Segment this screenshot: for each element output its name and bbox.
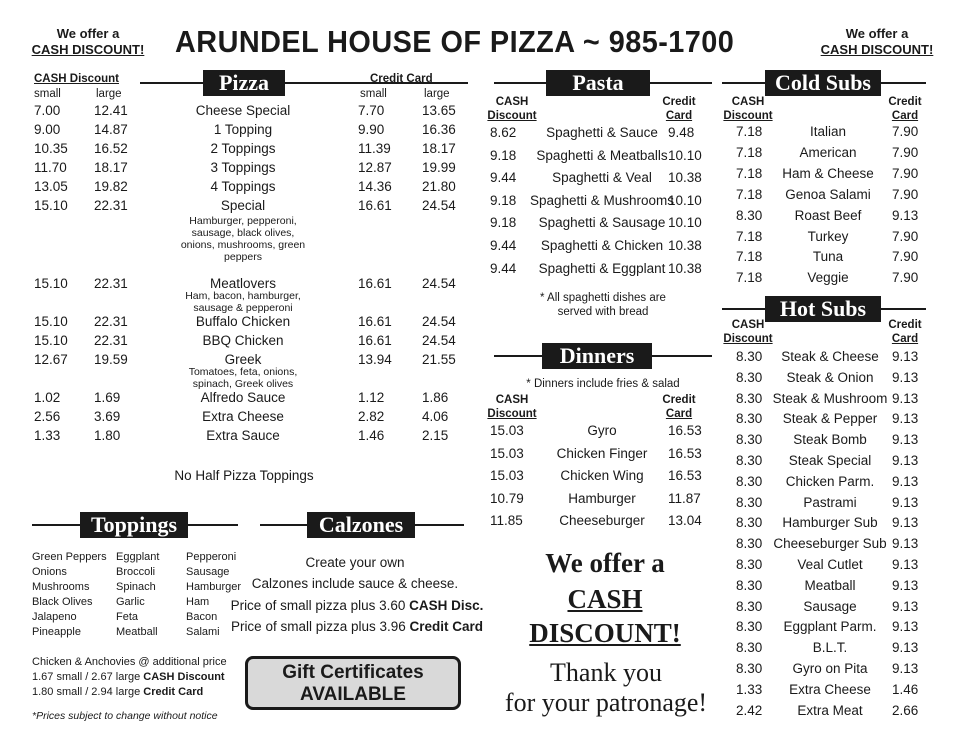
credit-price: 11.87 [668, 490, 701, 506]
cash-discount-corner-left [20, 26, 156, 58]
topping-item: Ham [186, 596, 210, 608]
cold-subs-cash-header: CASH Discount [723, 96, 773, 122]
credit-price: 9.13 [892, 473, 919, 489]
item-name: Meatball [804, 577, 856, 593]
pizza-name: Alfredo Sauce [200, 390, 286, 405]
credit-small-price: 2.82 [358, 409, 385, 424]
credit-price: 7.90 [892, 144, 919, 160]
cash-large-price: 22.31 [94, 333, 128, 348]
cash-price: 7.18 [736, 124, 763, 139]
credit-price: 9.13 [892, 577, 919, 593]
topping-item: Pepperoni [186, 551, 237, 563]
corner-line1: We offer a [56, 26, 120, 41]
cash-price: 8.30 [736, 661, 763, 676]
item-name: Spaghetti & Sausage [538, 215, 666, 231]
gift-line2: AVAILABLE [300, 684, 406, 705]
credit-small-price: 7.70 [358, 103, 385, 118]
pizza-name: 3 Toppings [210, 160, 276, 175]
credit-price: 9.13 [892, 598, 919, 614]
cash-small-price: 15.10 [34, 276, 68, 291]
pizza-name: Cheese Special [195, 103, 291, 118]
item-name: Pastrami [803, 494, 857, 510]
cash-small-price: 15.10 [34, 333, 68, 348]
item-name: Eggplant Parm. [783, 619, 877, 635]
pizza-name: BBQ Chicken [202, 333, 284, 348]
cash-price: 9.18 [490, 192, 517, 208]
cash-price: 15.03 [490, 468, 524, 484]
cash-price: 8.30 [736, 577, 763, 593]
pasta-cash-header: CASH Discount [487, 96, 537, 122]
credit-price: 7.90 [892, 186, 919, 202]
credit-price: 9.13 [892, 369, 919, 385]
credit-large-price: 24.54 [422, 314, 456, 329]
dinners-cash-header: CASH Discount [487, 394, 537, 420]
cash-price: 8.30 [736, 515, 763, 531]
item-name: Steak & Mushroom [772, 390, 888, 406]
credit-price: 9.48 [668, 125, 695, 140]
item-name: Genoa Salami [785, 186, 871, 202]
cash-price: 9.18 [490, 215, 517, 231]
hot-subs-section-title: Hot Subs [765, 296, 881, 322]
calzones-line4: Price of small pizza plus 3.96 Credit Card [230, 619, 484, 634]
pizza-small-label: small [34, 88, 61, 100]
thanks-line1: Thank you [550, 658, 662, 687]
cash-small-price: 1.02 [34, 390, 61, 405]
item-name: Tuna [812, 249, 844, 265]
credit-large-price: 19.99 [422, 160, 456, 175]
credit-price: 10.10 [668, 192, 702, 208]
cash-large-price: 22.31 [94, 276, 128, 291]
credit-small-price: 1.12 [358, 390, 385, 405]
pizza-name: Greek [224, 352, 262, 367]
price-disclaimer: *Prices subject to change without notice [32, 710, 218, 722]
cash-price: 15.03 [490, 423, 524, 438]
promo-line1: We offer a [545, 548, 665, 578]
credit-large-price: 4.06 [422, 409, 449, 424]
cash-price: 2.42 [736, 702, 763, 718]
cash-large-price: 19.82 [94, 179, 128, 194]
credit-small-price: 11.39 [358, 141, 391, 156]
cold-subs-section-title: Cold Subs [765, 70, 881, 96]
cash-large-price: 14.87 [94, 122, 128, 137]
corner-line2: CASH DISCOUNT! [820, 42, 934, 57]
topping-item: Garlic [116, 596, 145, 608]
credit-price: 9.13 [892, 640, 919, 656]
topping-item: Spinach [116, 581, 156, 593]
item-name: Gyro on Pita [792, 661, 868, 676]
cash-large-price: 1.80 [94, 428, 121, 443]
topping-item: Broccoli [116, 566, 156, 578]
cash-large-price: 22.31 [94, 198, 128, 213]
credit-large-price: 24.54 [422, 276, 456, 291]
toppings-section-title: Toppings [80, 512, 188, 538]
credit-price: 9.13 [892, 453, 919, 468]
cash-small-price: 15.10 [34, 198, 68, 213]
pizza-section-title: Pizza [203, 70, 285, 96]
credit-small-price: 16.61 [358, 198, 392, 213]
credit-large-price: 24.54 [422, 333, 456, 348]
credit-large-price: 16.36 [422, 122, 456, 137]
credit-price: 9.13 [892, 619, 919, 635]
cash-price: 8.30 [736, 557, 763, 572]
item-name: Spaghetti & Mushrooms [529, 192, 675, 208]
cash-large-price: 19.59 [94, 352, 128, 367]
credit-price: 9.13 [892, 411, 919, 427]
cash-discount-corner-right [808, 26, 946, 58]
cash-small-price: 9.00 [34, 122, 61, 137]
credit-large-price: 2.15 [422, 428, 449, 443]
cash-price: 7.18 [736, 144, 763, 160]
topping-item: Salami [186, 626, 220, 638]
cash-price: 8.30 [736, 453, 763, 468]
cash-small-price: 13.05 [34, 179, 68, 194]
cash-large-price: 16.52 [94, 141, 128, 156]
cash-price: 8.30 [736, 369, 763, 385]
topping-item: Jalapeno [32, 611, 77, 623]
topping-item: Sausage [186, 566, 230, 578]
credit-price: 10.38 [668, 238, 702, 253]
item-name: Cheeseburger Sub [773, 536, 887, 552]
topping-item: Bacon [186, 611, 218, 623]
pizza-description: Ham, bacon, hamburger, sausage & pepperoni [185, 290, 301, 314]
credit-small-price: 13.94 [358, 352, 392, 367]
cash-small-price: 12.67 [34, 352, 68, 367]
topping-item: Pineapple [32, 626, 81, 638]
calzones-section-title: Calzones [307, 512, 415, 538]
credit-price: 10.10 [668, 147, 702, 163]
topping-item: Black Olives [32, 596, 93, 608]
cash-large-price: 1.69 [94, 390, 121, 405]
credit-price: 7.90 [892, 270, 919, 286]
cash-price: 8.30 [736, 640, 763, 656]
item-name: Spaghetti & Veal [552, 170, 652, 186]
dinners-credit-header: Credit Card [662, 394, 696, 420]
item-name: Spaghetti & Meatballs [536, 147, 668, 163]
item-name: Gyro [587, 423, 617, 438]
credit-large-price: 1.86 [422, 390, 449, 405]
cash-small-price: 7.00 [34, 103, 61, 118]
credit-small-price: 16.61 [358, 333, 392, 348]
corner-line1: We offer a [845, 26, 909, 41]
item-name: Steak & Cheese [781, 349, 879, 364]
pizza-large-label: large [96, 88, 122, 100]
cold-subs-credit-header: Credit Card [888, 96, 922, 122]
topping-item: Meatball [116, 626, 158, 638]
pasta-credit-header: Credit Card [662, 96, 696, 122]
topping-item: Eggplant [116, 551, 160, 563]
credit-price: 9.13 [892, 349, 919, 364]
credit-small-price: 14.36 [358, 179, 392, 194]
gift-certificates-badge [245, 656, 461, 710]
cash-price: 9.44 [490, 238, 517, 253]
pizza-description: Hamburger, pepperoni, sausage, black olives, onions, mushrooms, green peppers [180, 215, 306, 263]
thanks-line2: for your patronage! [504, 688, 708, 717]
cash-price: 8.62 [490, 125, 517, 140]
item-name: American [799, 144, 857, 160]
item-name: Steak & Pepper [782, 411, 878, 427]
pizza-name: Extra Cheese [202, 409, 284, 424]
pizza-name: Special [220, 198, 266, 213]
credit-large-price: 21.55 [422, 352, 456, 367]
cash-small-price: 10.35 [34, 141, 68, 156]
hot-subs-cash-header: CASH Discount [723, 319, 773, 345]
item-name: Steak Bomb [793, 432, 867, 448]
item-name: Veal Cutlet [797, 557, 863, 572]
credit-price: 10.38 [668, 260, 702, 276]
topping-item: Onions [32, 566, 67, 578]
pizza-name: Buffalo Chicken [195, 314, 291, 329]
topping-item: Green Peppers [32, 551, 107, 563]
pizza-name: 1 Topping [213, 122, 273, 137]
credit-large-price: 13.65 [422, 103, 456, 118]
item-name: Cheeseburger [559, 513, 645, 529]
cash-price: 8.30 [736, 390, 763, 406]
hot-subs-credit-header: Credit Card [888, 319, 922, 345]
cash-price: 8.30 [736, 432, 763, 448]
item-name: Roast Beef [794, 207, 862, 223]
credit-price: 9.13 [892, 661, 919, 676]
pizza-cash-label: CASH Discount [34, 73, 119, 85]
item-name: Hamburger [568, 490, 636, 506]
credit-price: 7.90 [892, 165, 919, 181]
gift-line1: Gift Certificates [282, 662, 424, 683]
item-name: Ham & Cheese [782, 165, 874, 181]
credit-price: 9.13 [892, 557, 919, 572]
calzones-line2: Calzones include sauce & cheese. [251, 576, 459, 591]
item-name: Turkey [807, 228, 849, 244]
item-name: Spaghetti & Sauce [546, 125, 658, 140]
cash-price: 9.44 [490, 260, 517, 276]
cash-price: 9.18 [490, 147, 517, 163]
cash-price: 7.18 [736, 165, 763, 181]
cash-price: 8.30 [736, 619, 763, 635]
promo-line2: CASH [567, 584, 643, 614]
cash-small-price: 15.10 [34, 314, 68, 329]
item-name: Sausage [803, 598, 857, 614]
cash-price: 7.18 [736, 186, 763, 202]
cash-small-price: 2.56 [34, 409, 61, 424]
cash-large-price: 12.41 [94, 103, 128, 118]
cash-price: 11.85 [490, 513, 523, 529]
topping-item: Mushrooms [32, 581, 90, 593]
cash-large-price: 18.17 [94, 160, 128, 175]
page-title: ARUNDEL HOUSE OF PIZZA ~ 985-1700 [175, 24, 735, 59]
pizza-name: Meatlovers [209, 276, 277, 291]
item-name: Italian [809, 124, 847, 139]
credit-price: 7.90 [892, 228, 919, 244]
credit-large-price: 24.54 [422, 198, 456, 213]
cash-price: 8.30 [736, 494, 763, 510]
cash-price: 7.18 [736, 228, 763, 244]
credit-price: 7.90 [892, 124, 919, 139]
credit-price: 1.46 [892, 681, 919, 697]
credit-price: 9.13 [892, 432, 919, 448]
corner-line2: CASH DISCOUNT! [31, 42, 145, 57]
credit-price: 16.53 [668, 445, 702, 461]
cash-price: 7.18 [736, 270, 763, 286]
cash-price: 8.30 [736, 598, 763, 614]
cash-price: 9.44 [490, 170, 517, 186]
pizza-description: Tomatoes, feta, onions, spinach, Greek olives [188, 366, 298, 390]
cash-small-price: 1.33 [34, 428, 61, 443]
dinners-section-title: Dinners [542, 343, 652, 369]
pasta-section-title: Pasta [546, 70, 650, 96]
credit-price: 16.53 [668, 468, 702, 484]
pizza-credit-large-label: large [424, 88, 450, 100]
credit-large-price: 18.17 [422, 141, 456, 156]
credit-price: 9.13 [892, 536, 919, 552]
toppings-extra-line1: Chicken & Anchovies @ additional price [32, 656, 227, 668]
item-name: Extra Cheese [789, 681, 871, 697]
cash-small-price: 11.70 [34, 160, 67, 175]
credit-price: 9.13 [892, 494, 919, 510]
toppings-extra-line3: 1.80 small / 2.94 large Credit Card [32, 686, 204, 698]
credit-small-price: 1.46 [358, 428, 385, 443]
pizza-name: 4 Toppings [210, 179, 276, 194]
cash-price: 8.30 [736, 473, 763, 489]
item-name: Steak & Onion [786, 369, 874, 385]
credit-price: 9.13 [892, 390, 919, 406]
no-half-note: No Half Pizza Toppings [174, 468, 314, 483]
item-name: Chicken Finger [556, 445, 648, 461]
calzones-line3: Price of small pizza plus 3.60 CASH Disc. [230, 598, 484, 613]
credit-price: 9.13 [892, 515, 919, 531]
cash-price: 1.33 [736, 681, 763, 697]
pizza-credit-small-label: small [360, 88, 387, 100]
item-name: Veggie [807, 270, 849, 286]
topping-item: Hamburger [186, 581, 242, 593]
cash-price: 8.30 [736, 207, 763, 223]
item-name: Spaghetti & Eggplant [538, 260, 666, 276]
cash-price: 8.30 [736, 411, 763, 427]
calzones-line1: Create your own [305, 555, 405, 570]
pizza-credit-label: Credit Card [370, 73, 433, 85]
credit-price: 13.04 [668, 513, 702, 529]
cash-price: 15.03 [490, 445, 524, 461]
cash-large-price: 22.31 [94, 314, 128, 329]
pasta-note: * All spaghetti dishes are served with bread [540, 292, 666, 318]
topping-item: Feta [116, 611, 139, 623]
item-name: Chicken Parm. [785, 473, 875, 489]
toppings-extra-line2: 1.67 small / 2.67 large CASH Discount [32, 671, 225, 683]
pizza-name: 2 Toppings [210, 141, 276, 156]
credit-small-price: 16.61 [358, 276, 392, 291]
item-name: B.L.T. [812, 640, 848, 656]
promo-line3: DISCOUNT! [529, 618, 681, 648]
credit-small-price: 16.61 [358, 314, 392, 329]
credit-small-price: 9.90 [358, 122, 385, 137]
item-name: Hamburger Sub [782, 515, 878, 531]
item-name: Steak Special [788, 453, 872, 468]
cash-price: 8.30 [736, 536, 763, 552]
item-name: Extra Meat [797, 702, 863, 718]
credit-small-price: 12.87 [358, 160, 392, 175]
credit-price: 2.66 [892, 702, 919, 718]
item-name: Chicken Wing [560, 468, 644, 484]
credit-price: 9.13 [892, 207, 919, 223]
cash-price: 10.79 [490, 490, 524, 506]
credit-price: 16.53 [668, 423, 702, 438]
credit-large-price: 21.80 [422, 179, 456, 194]
dinners-note: * Dinners include fries & salad [526, 378, 680, 390]
item-name: Spaghetti & Chicken [540, 238, 664, 253]
credit-price: 10.10 [668, 215, 702, 231]
cash-large-price: 3.69 [94, 409, 121, 424]
cash-price: 7.18 [736, 249, 763, 265]
cash-price: 8.30 [736, 349, 763, 364]
credit-price: 10.38 [668, 170, 702, 186]
pizza-name: Extra Sauce [206, 428, 280, 443]
credit-price: 7.90 [892, 249, 919, 265]
